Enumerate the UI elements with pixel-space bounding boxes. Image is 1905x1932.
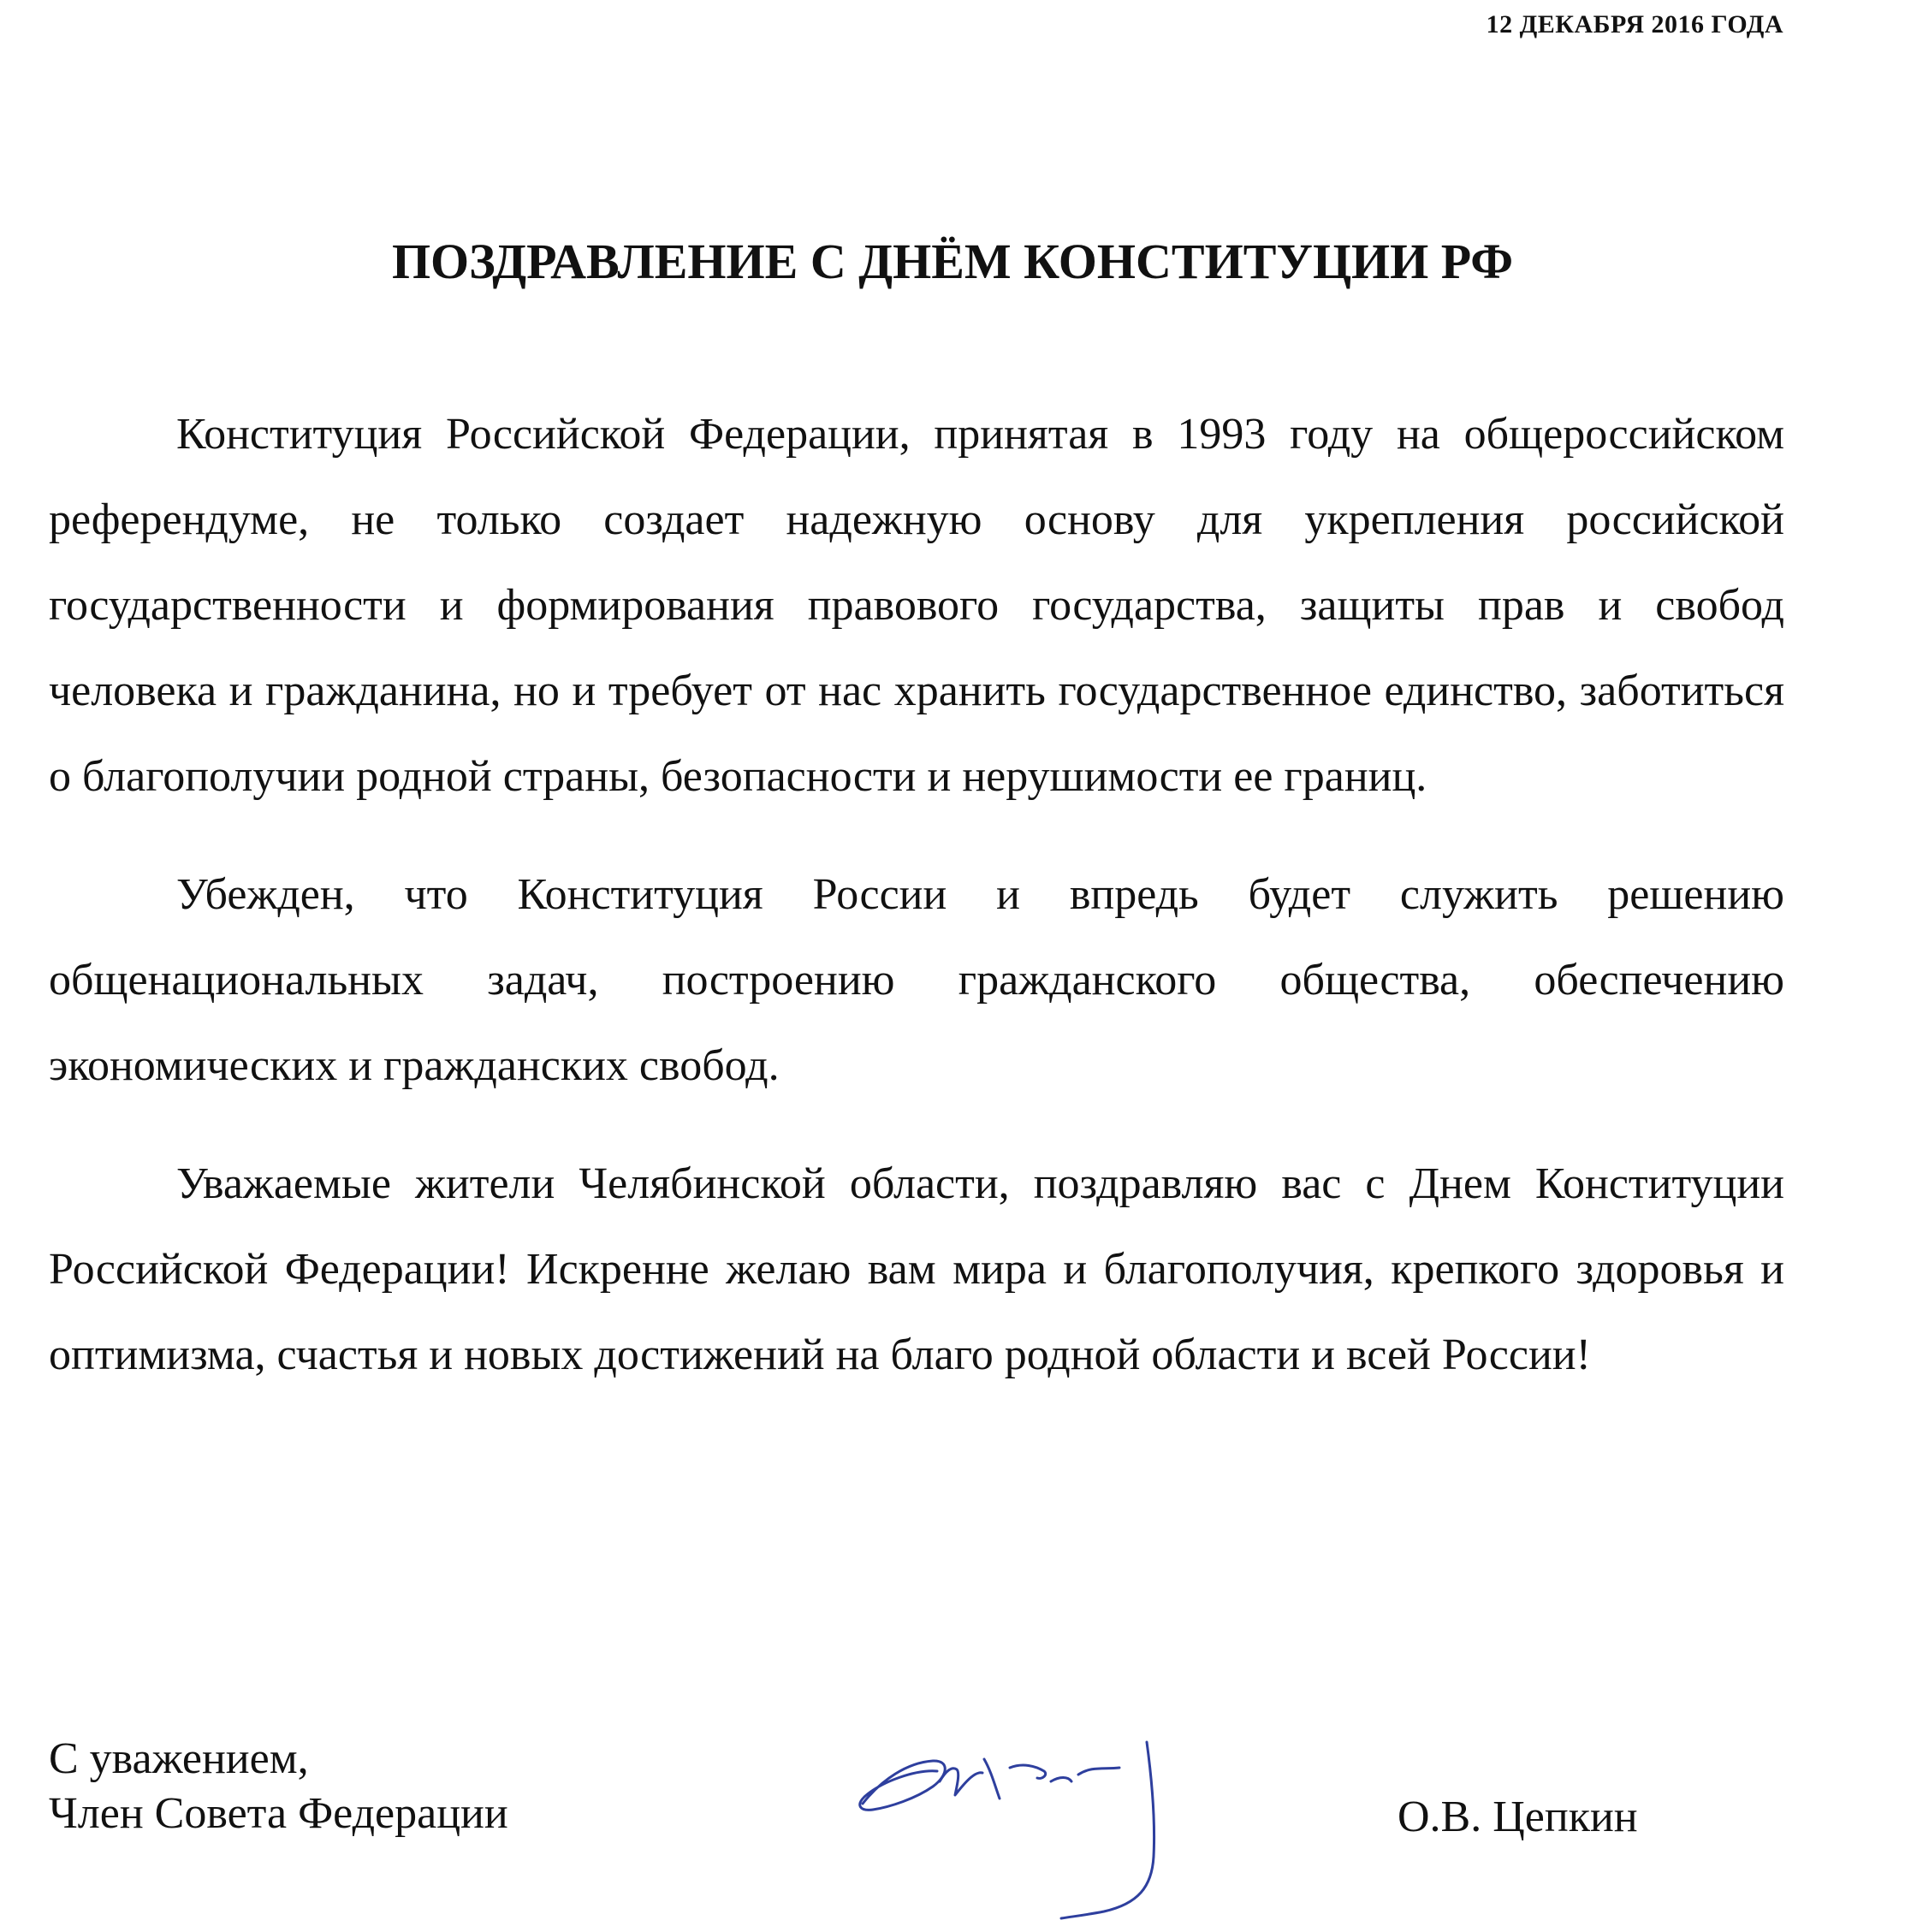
- closing-block: [49, 1732, 508, 1841]
- letter-title: ПОЗДРАВЛЕНИЕ С ДНЁМ КОНСТИТУЦИИ РФ: [391, 234, 1514, 289]
- letter-body: [49, 392, 1784, 1431]
- paragraph-3: Уважаемые жители Челябинской области, поздравляю вас с Днем Конституции Российской Федерации! Искренне желаю вам мира и благополучия, крепкого здоровья и оптимизма, счастья и новых достижений на благо родной области и всей России!: [49, 1159, 1784, 1379]
- paragraph-1: Конституция Российской Федерации, принятая в 1993 году на общероссийском референдуме, не только создает надежную основу для укрепления российской государственности и формирования правового государства, защиты прав и свобод человека и гражданина, но и требует от нас хранить государственное единство, заботиться о благополучии родной страны, безопасности и нерушимости ее границ.: [49, 410, 1784, 801]
- signer-name: О.В. Цепкин: [1398, 1793, 1638, 1841]
- letter-date: 12 ДЕКАБРЯ 2016 ГОДА: [1486, 10, 1783, 39]
- signature-icon: [847, 1728, 1224, 1925]
- signer-position: Член Совета Федерации: [49, 1789, 508, 1838]
- closing-salutation: С уважением,: [49, 1734, 309, 1783]
- paragraph-2: Убежден, что Конституция России и впредь будет служить решению общенациональных задач, построению гражданского общества, обеспечению экономических и гражданских свобод.: [49, 870, 1784, 1090]
